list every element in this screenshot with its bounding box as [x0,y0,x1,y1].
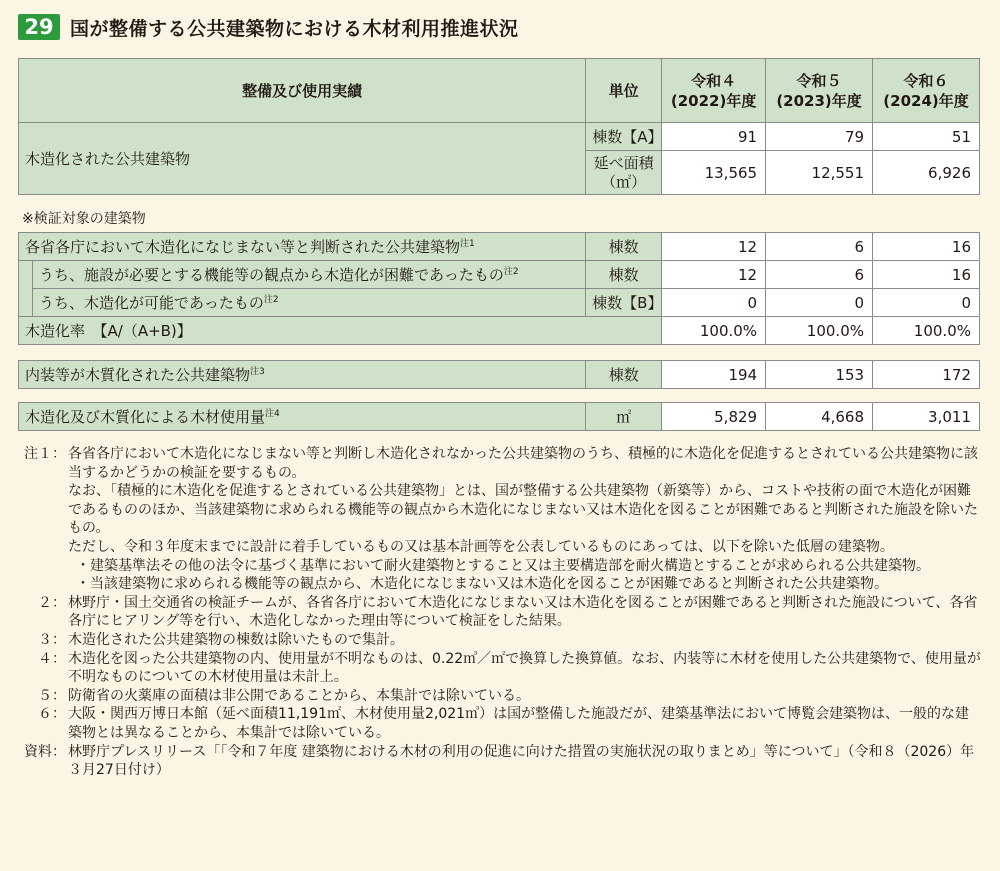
header-year-2022: 令和４ (2022)年度 [662,59,766,123]
note-3: ３： 木造化された公共建築物の棟数は除いたもので集計。 [38,631,404,648]
row-label-wooden-buildings: 木造化された公共建築物 [19,123,586,195]
value-cell: 5,829 [662,403,766,431]
value-cell: 51 [873,123,980,151]
value-cell: 0 [766,289,873,317]
unit-cell: 延べ面積 （㎡） [586,151,662,195]
rate-value: 100.0% [662,317,766,345]
value-cell: 16 [873,233,980,261]
note-5: ５： 防衛省の火薬庫の面積は非公開であることから、本集計では除いている。 [38,687,530,704]
unit-cell: 棟数【B】 [586,289,662,317]
source-note: 資料： 林野庁プレスリリース「「令和７年度 建築物における木材の利用の促進に向けた措置の実施状況の取りまとめ」等について」（令和８（2026）年３月27日付け） [24,743,975,779]
row-label: 各省各庁において木造化になじまない等と判断された公共建築物$^{注1}$ [19,233,586,261]
value-cell: 12,551 [766,151,873,195]
header-year-2023: 令和５ (2023)年度 [766,59,873,123]
verification-table [18,232,980,345]
interior-table [18,360,980,389]
unit-cell: 棟数【A】 [586,123,662,151]
main-table [18,58,980,195]
header-unit: 単位 [586,59,662,123]
unit-cell: ㎡ [586,403,662,431]
row-label: うち、施設が必要とする機能等の観点から木造化が困難であったもの$^{注2}$ [32,261,585,289]
rate-label: 木造化率 【A/（A+B)】 [19,317,662,345]
row-label: 木造化及び木質化による木材使用量$^{注4}$ [19,403,586,431]
value-cell: 12 [662,261,766,289]
value-cell: 194 [662,361,766,389]
row-label: 内装等が木質化された公共建築物$^{注3}$ [19,361,586,389]
value-cell: 91 [662,123,766,151]
value-cell: 3,011 [873,403,980,431]
note-4: ４： 木造化を図った公共建築物の内、使用量が不明なものは、0.22㎥／㎡で換算した換算値。なお、内装等に木材を使用した公共建築物で、使用量が不明なものについての木材使用量は未計上。 [38,650,981,686]
header-year-2024: 令和６ (2024)年度 [873,59,980,123]
footnotes [18,445,982,780]
note-1: 注１： 各省各庁において木造化になじまない等と判断し木造化されなかった公共建築物のうち、積極的に木造化を促進するとされている公共建築物に該当するかどうかの検証を要するもの。 なお、「積極的に木造化を促進するとされている公共建築物」とは、国が整備する公共建築物（新築等）から、コストや技術の面で木造化が困難であるもののほか、当該建築物に求められる機能等の観点から木造化になじまない又は木造化を図ることが困難であると判断された施設を除いたもの。 ただし、令和３年度末までに設計に着手しているもの又は基本計画等を公表しているものにあっては、以下を除いた低層の建築物。 ・ 建築基準法その他の法令に基づく基準において耐火建築物とすること又は主要構造部を耐火構造とすることが求められる公共建築物。 ・ 当該建築物に求められる機能等の観点から、木造化になじまない又は木造化を図ることが困難であると判断された公共建築物。 [18,445,982,594]
note-bullet: ・ 当該建築物に求められる機能等の観点から、木造化になじまない又は木造化を図ることが困難であると判断された公共建築物。 [76,576,888,593]
rate-value: 100.0% [873,317,980,345]
header-item: 整備及び使用実績 [19,59,586,123]
value-cell: 6 [766,261,873,289]
note-bullet: ・ 建築基準法その他の法令に基づく基準において耐火建築物とすること又は主要構造部を耐火構造とすることが求められる公共建築物。 [76,557,930,574]
value-cell: 16 [873,261,980,289]
note-6: ６： 大阪・関西万博日本館（延べ面積11,191㎡、木材使用量2,021㎥）は国が整備した施設だが、建築基準法において博覧会建築物は、一般的な建築物とは異なることから、本集計では除いている。 [38,706,970,741]
timber-usage-table [18,402,980,431]
row-label: うち、木造化が可能であったもの$^{注2}$ [32,289,585,317]
note-2: ２： 林野庁・国土交通省の検証チームが、各省各庁において木造化になじまない又は木造化を図ることが困難であると判断された施設について、各省各庁にヒアリング等を行い、木造化しなかった理由等について検証をした結果。 [38,594,978,630]
figure-number: 29 [18,14,60,40]
figure-title: 国が整備する公共建築物における木材利用推進状況 [70,17,519,40]
value-cell: 4,668 [766,403,873,431]
value-cell: 6,926 [873,151,980,195]
verify-note: ※検証対象の建築物 [22,211,146,227]
value-cell: 6 [766,233,873,261]
value-cell: 79 [766,123,873,151]
value-cell: 13,565 [662,151,766,195]
unit-cell: 棟数 [586,261,662,289]
value-cell: 0 [662,289,766,317]
unit-cell: 棟数 [586,361,662,389]
value-cell: 0 [873,289,980,317]
figure-header [18,11,519,43]
indent-cell [19,261,33,317]
value-cell: 12 [662,233,766,261]
rate-value: 100.0% [766,317,873,345]
unit-cell: 棟数 [586,233,662,261]
value-cell: 153 [766,361,873,389]
value-cell: 172 [873,361,980,389]
